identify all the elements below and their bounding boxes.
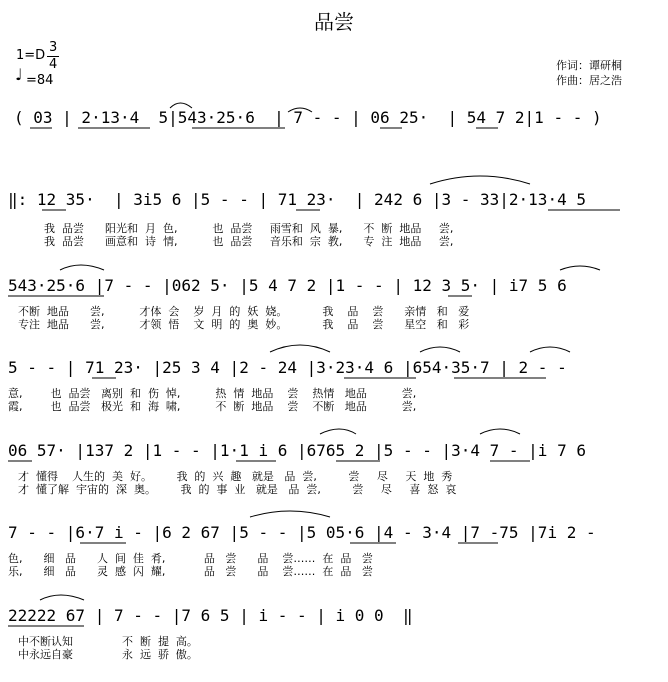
time-signature-numerator: 3 — [49, 40, 58, 55]
score-row-2-lyric-verse-1: 我 品尝 阳光和 月 色, 也 品尝 雨雪和 风 暴, 不 断 地品 尝, — [44, 222, 454, 235]
score-row-4-notes: 5 - - | 71 23· |25 3 4 |2 - 24 |3·23·4 6 |654·35·7 | 2 - - — [8, 358, 567, 377]
score-row-4-lyric-verse-1: 意, 也 品尝 离别 和 伤 悼, 热 情 地品 尝 热情 地品 尝, — [8, 387, 417, 400]
score-row-3-notes: 543·25·6 |7 - - |062 5· |5 4 7 2 |1 - - | 12 3 5· | i7 5 6 — [8, 276, 567, 295]
score-row-6-lyric-verse-2: 乐, 细 品 灵 感 闪 耀, 品 尝 品 尝…… 在 品 尝 — [8, 565, 373, 578]
score-row-2-notes: ‖: 12 35· | 3i5 6 |5 - - | 71 23· | 242 6 |3 - 33|2·13·4 5 — [8, 190, 586, 209]
key-signature: 1=D — [16, 48, 46, 63]
score-row-3-lyric-verse-2: 专注 地品 尝, 才领 悟 文 明 的 奥 妙。 我 品 尝 星空 和 彩 — [18, 318, 470, 331]
time-signature-denominator: 4 — [49, 57, 58, 72]
score-row-1-notes: ( 03 | 2·13·4 5|543·25·6 | 7 - - | 06 25· | 54 7 2|1 - - ) — [14, 108, 602, 127]
composer-credit: 作曲：居之浩 — [556, 74, 622, 87]
song-title: 品尝 — [314, 10, 354, 34]
score-row-7-notes: 22222 67 | 7 - - |7 6 5 | i - - | i 0 0 ‖ — [8, 606, 413, 625]
score-row-5-notes: 06 57· |137 2 |1 - - |1·1 i 6 |6765 2 |5 - - |3·4 7 - |i 7 6 — [8, 441, 586, 460]
score-row-7-lyric-verse-1: 中不断认知 不 断 提 高。 — [18, 635, 198, 648]
lyricist-credit: 作词：谭研桐 — [556, 59, 622, 72]
quarter-note-icon: ♩ — [15, 65, 23, 84]
score-row-4-lyric-verse-2: 霞, 也 品尝 极光 和 海 啸, 不 断 地品 尝 不断 地品 尝, — [8, 400, 417, 413]
score-row-3-lyric-verse-1: 不断 地品 尝, 才体 会 岁 月 的 妖 娆。 我 品 尝 亲情 和 爱 — [18, 305, 470, 318]
score-row-5-lyric-verse-2: 才 懂了解 宇宙的 深 奥。 我 的 事 业 就是 品 尝, 尝 尽 喜 怒 哀 — [18, 483, 457, 496]
score-row-6-notes: 7 - - |6·7 i - |6 2 67 |5 - - |5 05·6 |4 - 3·4 |7 -75 |7i 2 - — [8, 523, 596, 542]
score-row-6-lyric-verse-1: 色, 细 品 人 间 佳 肴, 品 尝 品 尝…… 在 品 尝 — [8, 552, 373, 565]
score-row-7-lyric-verse-2: 中永远自豪 永 远 骄 傲。 — [18, 648, 198, 661]
tempo-marking: =84 — [26, 73, 54, 88]
score-row-5-lyric-verse-1: 才 懂得 人生的 美 好。 我 的 兴 趣 就是 品 尝, 尝 尽 天 地 秀 — [18, 470, 453, 483]
score-row-2-lyric-verse-2: 我 品尝 画意和 诗 情, 也 品尝 音乐和 宗 教, 专 注 地品 尝, — [44, 235, 454, 248]
